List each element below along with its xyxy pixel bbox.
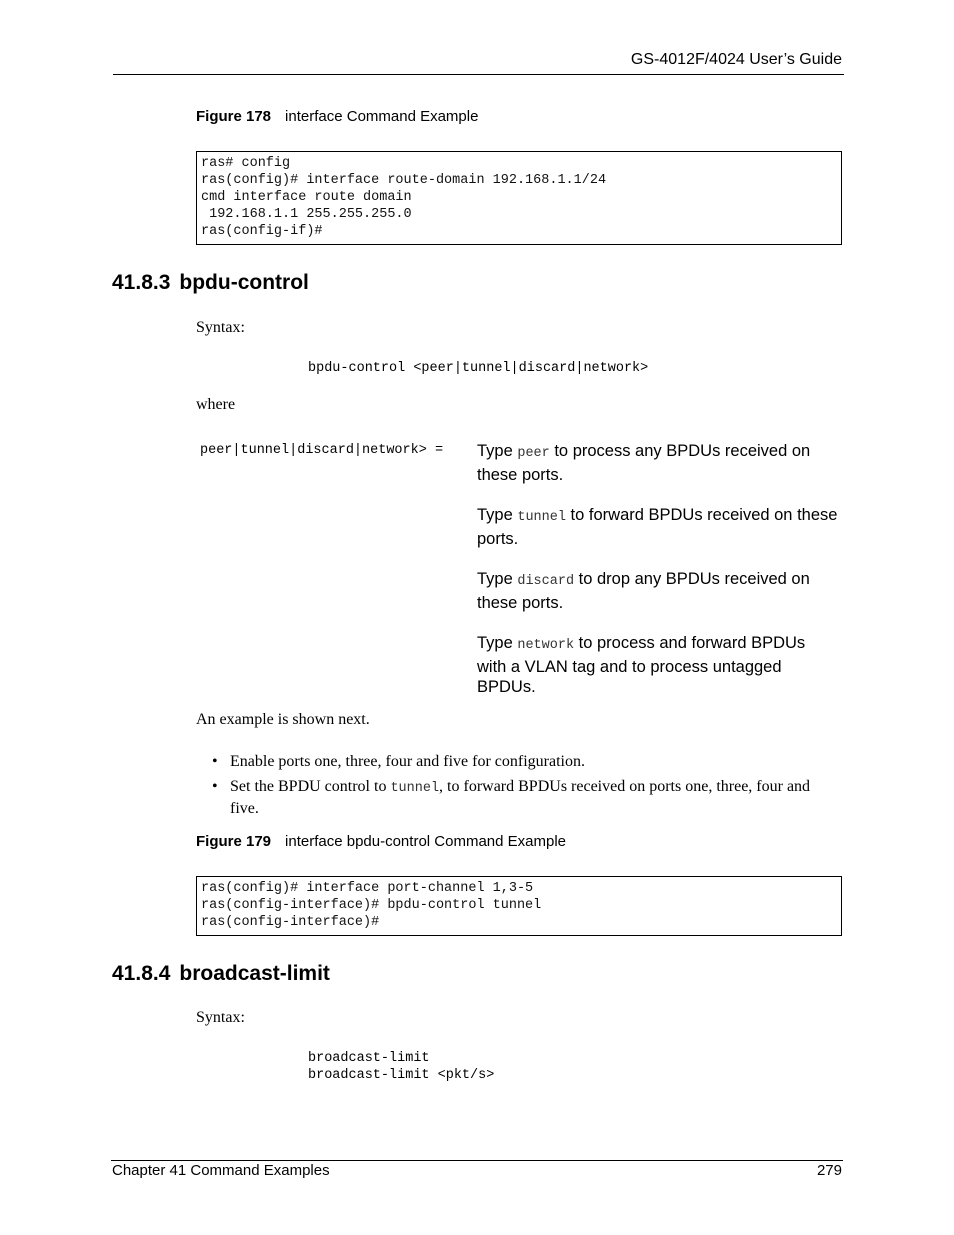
description-text: to forward BPDUs received on these ports. xyxy=(477,506,838,548)
syntax-label: Syntax: xyxy=(196,319,245,336)
list-item-text: Set the BPDU control to xyxy=(230,778,391,795)
syntax-label: Syntax: xyxy=(196,1009,245,1026)
code-line: ras(config-interface)# bpdu-control tunnel xyxy=(201,898,542,913)
description-text: Type xyxy=(477,442,518,460)
header-rule xyxy=(113,74,844,75)
description-item xyxy=(477,569,839,613)
syntax-line: broadcast-limit <pkt/s> xyxy=(308,1068,495,1083)
page-number: 279 xyxy=(816,1162,842,1179)
figure-title: interface bpdu-control Command Example xyxy=(285,833,567,850)
description-text: Type xyxy=(477,570,518,588)
description-item xyxy=(477,505,839,549)
parameter-description xyxy=(477,441,839,698)
description-text: to drop any BPDUs received on these ports. xyxy=(477,570,810,612)
parameter-name: peer|tunnel|discard|network> = xyxy=(200,443,444,458)
description-item xyxy=(477,441,839,485)
section-heading xyxy=(112,962,330,986)
list-item xyxy=(212,752,832,772)
bullet-icon: • xyxy=(212,778,218,795)
code-line: ras# config xyxy=(201,156,291,171)
code-line: 192.168.1.1 255.255.255.0 xyxy=(201,207,412,222)
description-item xyxy=(477,633,839,698)
list-item-text: , to forward BPDUs received on ports one, three, four and five. xyxy=(230,778,811,817)
code-line: ras(config-if)# xyxy=(201,224,323,239)
figure-label: Figure 178 xyxy=(196,108,272,125)
description-code: discard xyxy=(517,574,575,589)
description-text: Type xyxy=(477,506,518,524)
figure-title: interface Command Example xyxy=(285,108,479,125)
example-intro: An example is shown next. xyxy=(196,711,370,728)
syntax-code xyxy=(308,1050,494,1084)
description-code: peer xyxy=(517,446,550,461)
syntax-code: bpdu-control <peer|tunnel|discard|network> xyxy=(308,361,649,376)
bullet-icon: • xyxy=(212,753,218,770)
code-block xyxy=(196,151,842,245)
list-item-text: Enable ports one, three, four and five for configuration. xyxy=(230,753,585,770)
description-code: tunnel xyxy=(517,510,566,525)
syntax-line: broadcast-limit xyxy=(308,1051,430,1066)
description-code: network xyxy=(517,638,575,653)
bullet-list xyxy=(212,752,832,824)
code-line: cmd interface route domain xyxy=(201,190,412,205)
where-label: where xyxy=(196,396,236,413)
footer-rule xyxy=(111,1160,843,1161)
section-number: 41.8.4 xyxy=(112,962,171,985)
figure-caption xyxy=(196,108,478,125)
list-item xyxy=(212,777,832,819)
description-text: to process any BPDUs received on these ports. xyxy=(477,442,811,484)
description-text: to process and forward BPDUs with a VLAN tag and to process untagged BPDUs. xyxy=(477,634,806,696)
running-header: GS-4012F/4024 User’s Guide xyxy=(630,51,842,68)
code-block xyxy=(196,876,842,936)
section-title: bpdu-control xyxy=(179,271,309,294)
code-line: ras(config)# interface route-domain 192.168.1.1/24 xyxy=(201,173,607,188)
section-number: 41.8.3 xyxy=(112,271,171,294)
description-text: Type xyxy=(477,634,518,652)
footer-chapter: Chapter 41 Command Examples xyxy=(112,1162,330,1179)
section-heading xyxy=(112,271,309,295)
list-item-code: tunnel xyxy=(390,781,440,796)
figure-caption xyxy=(196,833,566,850)
code-line: ras(config)# interface port-channel 1,3-5 xyxy=(201,881,534,896)
code-line: ras(config-interface)# xyxy=(201,915,380,930)
figure-label: Figure 179 xyxy=(196,833,272,850)
section-title: broadcast-limit xyxy=(179,962,330,985)
